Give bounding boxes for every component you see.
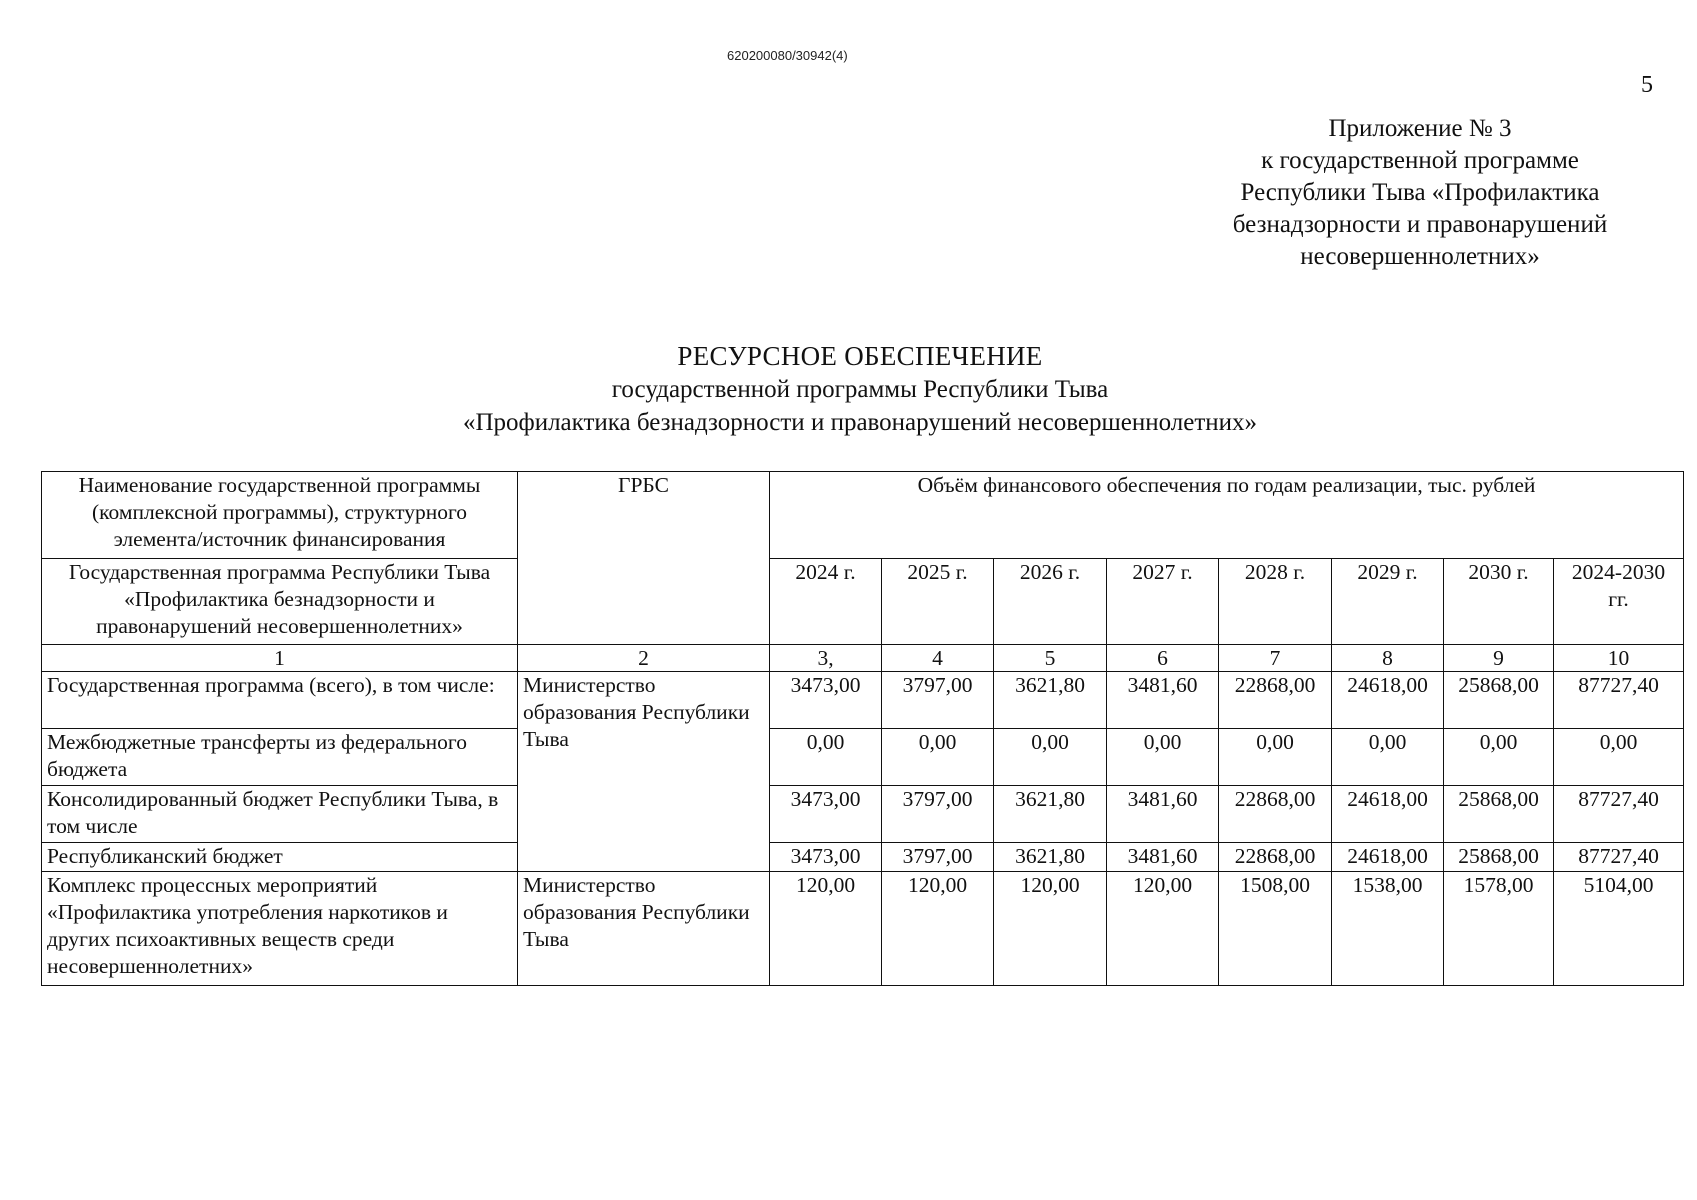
table-row (42, 843, 1684, 872)
header-grbs-cell: ГРБС (518, 472, 770, 645)
value-cell: 1538,00 (1332, 872, 1444, 986)
title-line: государственной программы Республики Тыва (611, 376, 1109, 403)
column-number: 7 (1219, 645, 1332, 672)
value-cell: 3621,80 (994, 843, 1107, 872)
grbs-cell: Министерство образования Республики Тыва (518, 872, 770, 986)
table-row (42, 786, 1684, 843)
page-number: 5 (1641, 72, 1653, 98)
value-cell: 3621,80 (994, 786, 1107, 843)
value-cell: 22868,00 (1219, 843, 1332, 872)
header-name-cell: Наименование государственной программы (комплексной программы), структурного элемента/источник финансирования (42, 472, 518, 559)
year-header: 2024 г. (770, 559, 882, 645)
table-row (42, 672, 1684, 729)
value-cell: 3473,00 (770, 843, 882, 872)
value-cell: 24618,00 (1332, 843, 1444, 872)
value-cell: 0,00 (1107, 729, 1219, 786)
value-cell: 3473,00 (770, 786, 882, 843)
value-cell: 22868,00 (1219, 786, 1332, 843)
appendix-line: безнадзорности и правонарушений (1232, 211, 1608, 238)
grbs-cell: Министерство образования Республики Тыва (518, 672, 770, 872)
column-number: 10 (1554, 645, 1684, 672)
document-stamp: 620200080/30942(4) (727, 48, 848, 63)
year-header-total: 2024-2030 гг. (1554, 559, 1684, 645)
year-header: 2026 г. (994, 559, 1107, 645)
year-header: 2025 г. (882, 559, 994, 645)
resource-table (41, 471, 1684, 986)
appendix-line: Республики Тыва «Профилактика (1240, 179, 1600, 206)
value-cell: 1578,00 (1444, 872, 1554, 986)
value-cell: 3797,00 (882, 672, 994, 729)
value-cell: 87727,40 (1554, 843, 1684, 872)
value-cell: 3797,00 (882, 786, 994, 843)
appendix-heading (1190, 113, 1650, 273)
column-number: 9 (1444, 645, 1554, 672)
value-cell: 0,00 (994, 729, 1107, 786)
value-cell: 25868,00 (1444, 843, 1554, 872)
column-number: 8 (1332, 645, 1444, 672)
value-cell: 0,00 (1444, 729, 1554, 786)
value-cell: 24618,00 (1332, 786, 1444, 843)
value-cell: 3481,60 (1107, 672, 1219, 729)
row-name: Консолидированный бюджет Республики Тыва, в том числе (42, 786, 518, 843)
table-row (42, 872, 1684, 986)
year-header: 2029 г. (1332, 559, 1444, 645)
value-cell: 25868,00 (1444, 672, 1554, 729)
value-cell: 1508,00 (1219, 872, 1332, 986)
column-number: 5 (994, 645, 1107, 672)
value-cell: 87727,40 (1554, 672, 1684, 729)
value-cell: 3473,00 (770, 672, 882, 729)
title-line: РЕСУРСНОЕ ОБЕСПЕЧЕНИЕ (677, 341, 1043, 371)
title-line: «Профилактика безнадзорности и правонарушений несовершеннолетних» (462, 409, 1258, 436)
header-years-row (42, 559, 1684, 645)
row-name: Межбюджетные трансферты из федерального бюджета (42, 729, 518, 786)
value-cell: 3797,00 (882, 843, 994, 872)
row-name: Государственная программа (всего), в том числе: (42, 672, 518, 729)
value-cell: 120,00 (1107, 872, 1219, 986)
year-header: 2027 г. (1107, 559, 1219, 645)
value-cell: 0,00 (770, 729, 882, 786)
value-cell: 3481,60 (1107, 843, 1219, 872)
document-title (300, 340, 1420, 439)
column-number: 2 (518, 645, 770, 672)
year-header: 2030 г. (1444, 559, 1554, 645)
column-number-row (42, 645, 1684, 672)
value-cell: 25868,00 (1444, 786, 1554, 843)
appendix-line: несовершеннолетних» (1300, 243, 1540, 270)
header-volume-cell: Объём финансового обеспечения по годам реализации, тыс. рублей (770, 472, 1684, 559)
value-cell: 0,00 (882, 729, 994, 786)
column-number: 6 (1107, 645, 1219, 672)
row-name: Комплекс процессных мероприятий «Профилактика употребления наркотиков и других психоактивных веществ среди несовершеннолетних» (42, 872, 518, 986)
value-cell: 22868,00 (1219, 672, 1332, 729)
appendix-line: Приложение № 3 (1328, 115, 1512, 142)
value-cell: 0,00 (1332, 729, 1444, 786)
appendix-line: к государственной программе (1261, 147, 1579, 174)
value-cell: 120,00 (994, 872, 1107, 986)
year-header: 2028 г. (1219, 559, 1332, 645)
header-row (42, 472, 1684, 559)
row-name: Республиканский бюджет (42, 843, 518, 872)
value-cell: 0,00 (1554, 729, 1684, 786)
program-name-cell: Государственная программа Республики Тыва «Профилактика безнадзорности и правонарушений несовершеннолетних» (42, 559, 518, 645)
column-number: 3, (770, 645, 882, 672)
value-cell: 3481,60 (1107, 786, 1219, 843)
value-cell: 120,00 (882, 872, 994, 986)
column-number: 1 (42, 645, 518, 672)
value-cell: 120,00 (770, 872, 882, 986)
table-row (42, 729, 1684, 786)
value-cell: 5104,00 (1554, 872, 1684, 986)
value-cell: 3621,80 (994, 672, 1107, 729)
value-cell: 0,00 (1219, 729, 1332, 786)
value-cell: 24618,00 (1332, 672, 1444, 729)
value-cell: 87727,40 (1554, 786, 1684, 843)
column-number: 4 (882, 645, 994, 672)
